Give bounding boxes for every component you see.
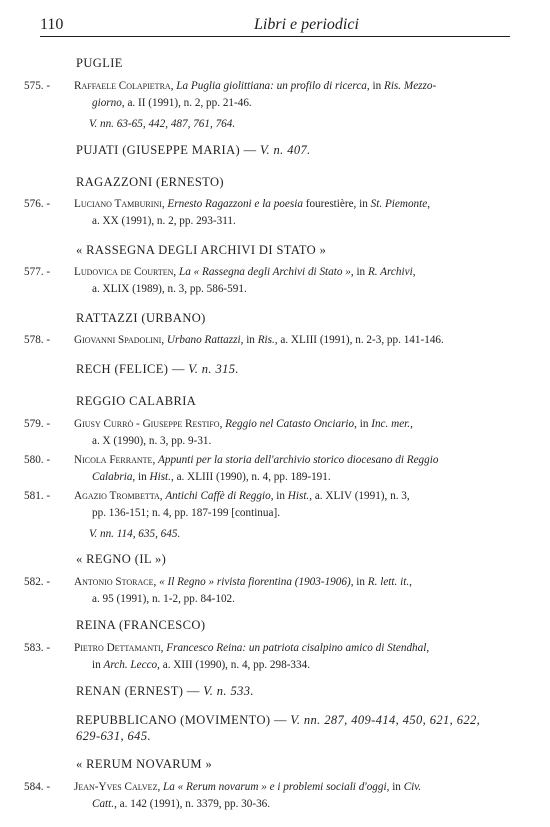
italic-text: Antichi Caffè di Reggio (165, 490, 271, 502)
author-name: Nicola Ferrante (74, 454, 153, 466)
italic-text: Francesco Reina: un patriota cisalpino amico di Stendhal (166, 642, 427, 654)
italic-text: Arch. Lecco (103, 659, 158, 671)
italic-text: R. Archivi (367, 266, 413, 278)
author-name: Luciano Tamburini (74, 198, 162, 210)
text: , a. XLIII (1991), n. 2-3, pp. 141-146. (274, 334, 444, 346)
section-heading (76, 311, 206, 326)
text: , (173, 266, 179, 278)
author-name: Ludovica de Courten (74, 266, 174, 278)
text: , a. II (1991), n. 2, pp. 21-46. (121, 97, 252, 109)
text: RECH (FELICE) — (76, 362, 189, 376)
entry-number: 581. - (24, 490, 51, 502)
entry-line (24, 505, 504, 522)
author-name: Giuseppe Restifo (142, 418, 220, 430)
italic-text: giorno (92, 97, 122, 109)
bibliography-entry (24, 78, 504, 133)
author-name: Raffaele Colapietra (74, 80, 171, 92)
section-heading (76, 713, 480, 728)
text: pp. 136-151; n. 4, pp. 187-199 [continua]. (92, 507, 280, 519)
italic-text: La « Rerum novarum » e i problemi sociali d'oggi (163, 781, 387, 793)
text: a. XLIX (1989), n. 3, pp. 586-591. (92, 283, 247, 295)
text: , a. XIII (1990), n. 4, pp. 298-334. (157, 659, 311, 671)
bibliography-entry (24, 779, 504, 813)
italic-text: « Il Regno » rivista fiorentina (1903-1906) (159, 576, 351, 588)
section-heading (76, 362, 239, 377)
section-heading (76, 552, 166, 567)
entry-line (24, 574, 504, 591)
page-number: 110 (40, 16, 64, 33)
entry-line (24, 213, 504, 230)
author-name: Agazio Trombetta (74, 490, 160, 502)
text: , in (270, 490, 288, 502)
entry-number: 576. - (24, 198, 51, 210)
italic-text: V. n. 315. (188, 362, 239, 376)
author-name: Giusy Currò (74, 418, 134, 430)
text: , (412, 266, 416, 278)
text: , (410, 418, 413, 430)
text: REINA (FRANCESCO) (76, 618, 206, 632)
section-heading (76, 757, 212, 772)
text: , in (366, 80, 384, 92)
entry-number: 580. - (24, 454, 51, 466)
text: , in (350, 576, 368, 588)
italic-text: V. nn. 287, 409-414, 450, 621, 622, (290, 713, 481, 727)
italic-text: V. n. 407. (260, 143, 311, 157)
bibliography-entry (24, 640, 504, 674)
entry-line (24, 281, 504, 298)
text: REGGIO CALABRIA (76, 394, 197, 408)
entry-line (24, 657, 504, 674)
text: , a. 142 (1991), n. 3379, pp. 30-36. (114, 798, 271, 810)
text: , in (132, 471, 150, 483)
author-name: Antonio Storace (74, 576, 154, 588)
entry-line (24, 433, 504, 450)
italic-text: 629-631, 645. (76, 729, 151, 743)
section-heading (76, 684, 254, 699)
text: , (161, 198, 168, 210)
text: , in (386, 781, 404, 793)
entry-number: 579. - (24, 418, 51, 430)
text: , a. XLIII (1990), n. 4, pp. 189-191. (170, 471, 331, 483)
text: , (152, 454, 159, 466)
entry-line (24, 796, 504, 813)
text: a. X (1990), n. 3, pp. 9-31. (92, 435, 212, 447)
text: , (160, 642, 167, 654)
author-name: Giovanni Spadolini (74, 334, 162, 346)
italic-text: Calabria (92, 471, 133, 483)
text: « RERUM NOVARUM » (76, 757, 213, 771)
entry-number: 584. - (24, 781, 51, 793)
section-heading (76, 394, 196, 409)
entry-line (24, 591, 504, 608)
entry-line (24, 95, 504, 112)
cross-reference: V. nn. 63-65, 442, 487, 761, 764. (89, 118, 236, 130)
bibliography-entry (24, 488, 504, 543)
entry-line (24, 640, 504, 657)
italic-text: St. Piemonte (370, 198, 428, 210)
italic-text: Ris. Mezzo- (383, 80, 437, 92)
entry-number: 575. - (24, 80, 51, 92)
entry-line (24, 488, 504, 505)
italic-text: Civ. (403, 781, 422, 793)
text: , (219, 418, 226, 430)
text: , in (354, 418, 372, 430)
italic-text: Appunti per la storia dell'archivio storico diocesano di Reggio (158, 454, 439, 466)
entry-line (24, 264, 504, 281)
entry-line (24, 452, 504, 469)
bibliography-entry (24, 196, 504, 230)
text: RATTAZZI (URBANO) (76, 311, 206, 325)
text: fourestière, in (302, 198, 371, 210)
entry-number: 577. - (24, 266, 51, 278)
text: , in (350, 266, 368, 278)
bibliography-entry (24, 574, 504, 608)
italic-text: Reggio nel Catasto Onciario (225, 418, 355, 430)
bibliography-entry (24, 452, 504, 486)
italic-text: V. n. 533. (203, 684, 254, 698)
text: a. XX (1991), n. 2, pp. 293-311. (92, 215, 236, 227)
italic-text: Ris. (257, 334, 275, 346)
text: , (159, 490, 166, 502)
italic-text: Urbano Rattazzi (166, 334, 241, 346)
author-name: Pietro Dettamanti (74, 642, 161, 654)
bibliography-entry (24, 416, 504, 450)
text: a. 95 (1991), n. 1-2, pp. 84-102. (92, 593, 235, 605)
author-name: Jean-Yves Calvez (74, 781, 158, 793)
text: , (427, 198, 430, 210)
text: , (161, 334, 167, 346)
entry-line (24, 78, 504, 95)
text: , (426, 642, 430, 654)
italic-text: La « Rassegna degli Archivi di Stato » (179, 266, 351, 278)
text: , (170, 80, 177, 92)
section-heading (76, 143, 311, 158)
section-heading (76, 175, 224, 190)
text: PUJATI (GIUSEPPE MARIA) — (76, 143, 261, 157)
text: , in (240, 334, 258, 346)
italic-text: Inc. mer. (371, 418, 411, 430)
text: « REGNO (IL ») (76, 552, 167, 566)
entry-number: 583. - (24, 642, 51, 654)
entry-line (24, 469, 504, 486)
section-heading (76, 729, 151, 744)
text: RAGAZZONI (ERNESTO) (76, 175, 224, 189)
text: , (409, 576, 412, 588)
entry-line (24, 779, 504, 796)
italic-text: Hist. (149, 471, 171, 483)
section-heading (76, 56, 123, 71)
italic-text: Ernesto Ragazzoni e la poesia (167, 198, 303, 210)
text: in (92, 659, 104, 671)
entry-line (24, 332, 504, 349)
italic-text: R. lett. it. (367, 576, 410, 588)
entry-number: 582. - (24, 576, 51, 588)
section-heading (76, 618, 205, 633)
bibliography-entry (24, 264, 504, 298)
text: - (133, 418, 143, 430)
cross-reference: V. nn. 114, 635, 645. (89, 528, 181, 540)
text: REPUBBLICANO (MOVIMENTO) — (76, 713, 291, 727)
entry-line (24, 196, 504, 213)
section-heading (76, 243, 326, 258)
text: RENAN (ERNEST) — (76, 684, 204, 698)
text: , a. XLIV (1991), n. 3, (309, 490, 410, 502)
bibliography-entry (24, 332, 504, 349)
italic-text: Hist. (287, 490, 310, 502)
running-title: Libri e periodici (254, 16, 359, 33)
text: « RASSEGNA DEGLI ARCHIVI DI STATO » (76, 243, 327, 257)
text: , (157, 781, 164, 793)
entry-line (24, 416, 504, 433)
italic-text: Catt. (92, 798, 115, 810)
entry-number: 578. - (24, 334, 51, 346)
text: , (153, 576, 160, 588)
italic-text: La Puglia giolittiana: un profilo di ricerca (176, 80, 367, 92)
text: PUGLIE (76, 56, 123, 70)
